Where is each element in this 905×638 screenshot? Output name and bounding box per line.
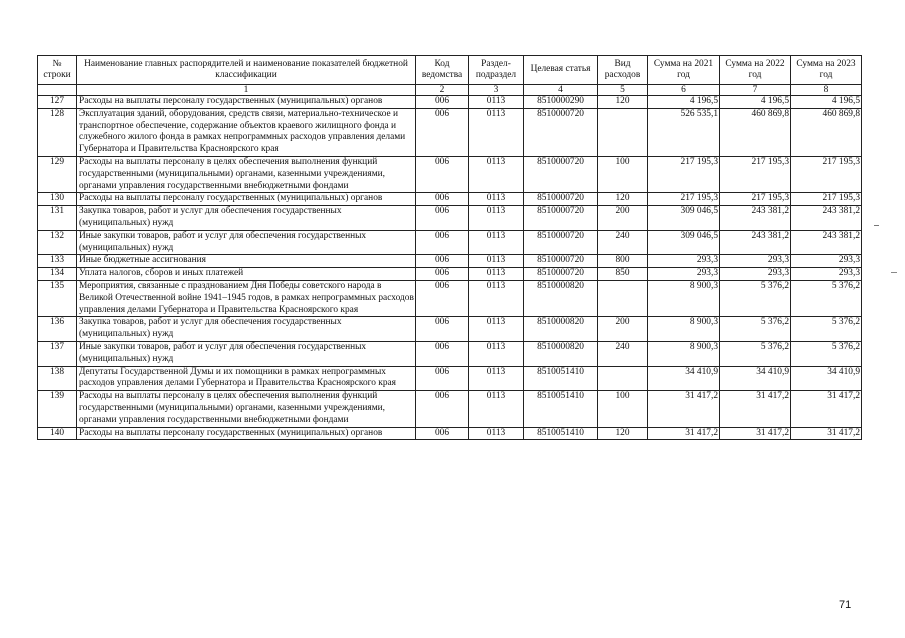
row-name: Закупка товаров, работ и услуг для обеспечения государственных (муниципальных) нужд — [77, 317, 416, 342]
column-number — [38, 85, 77, 96]
row-dept-code: 006 — [416, 193, 469, 206]
row-number: 132 — [38, 230, 77, 255]
column-number: 3 — [469, 85, 524, 96]
row-sum-2021: 8 900,3 — [648, 280, 720, 316]
row-name: Депутаты Государственной Думы и их помощники в рамках непрограммных расходов управления делами Губернатора и Правительства Красноярского края — [77, 366, 416, 391]
column-number: 1 — [77, 85, 416, 96]
header-sum-2021: Сумма на 2021 год — [648, 56, 720, 85]
column-number: 2 — [416, 85, 469, 96]
row-number: 136 — [38, 317, 77, 342]
header-expense-type: Вид расходов — [598, 56, 648, 85]
table-row — [38, 280, 862, 316]
budget-table — [37, 55, 862, 440]
table-row — [38, 268, 862, 281]
row-number: 137 — [38, 341, 77, 366]
row-expense-type: 120 — [598, 96, 648, 109]
row-sum-2022: 217 195,3 — [720, 156, 791, 192]
row-sum-2023: 217 195,3 — [791, 156, 862, 192]
row-section: 0113 — [469, 391, 524, 427]
table-row — [38, 230, 862, 255]
row-section: 0113 — [469, 193, 524, 206]
row-sum-2023: 460 869,8 — [791, 108, 862, 156]
row-sum-2021: 8 900,3 — [648, 317, 720, 342]
row-sum-2022: 31 417,2 — [720, 427, 791, 440]
row-section: 0113 — [469, 206, 524, 231]
row-name: Уплата налогов, сборов и иных платежей — [77, 268, 416, 281]
row-target: 8510000720 — [524, 193, 598, 206]
table-row — [38, 255, 862, 268]
row-expense-type: 120 — [598, 193, 648, 206]
column-number: 6 — [648, 85, 720, 96]
row-expense-type — [598, 280, 648, 316]
column-number: 7 — [720, 85, 791, 96]
row-dept-code: 006 — [416, 268, 469, 281]
row-sum-2023: 293,3 — [791, 268, 862, 281]
row-section: 0113 — [469, 268, 524, 281]
row-sum-2021: 526 535,1 — [648, 108, 720, 156]
row-expense-type: 100 — [598, 391, 648, 427]
row-expense-type: 240 — [598, 341, 648, 366]
row-sum-2023: 5 376,2 — [791, 341, 862, 366]
column-number: 8 — [791, 85, 862, 96]
row-number: 131 — [38, 206, 77, 231]
row-expense-type — [598, 108, 648, 156]
row-name: Иные бюджетные ассигнования — [77, 255, 416, 268]
row-dept-code: 006 — [416, 391, 469, 427]
table-row — [38, 366, 862, 391]
row-number: 130 — [38, 193, 77, 206]
row-name: Расходы на выплаты персоналу в целях обеспечения выполнения функций государственными (муниципальными) органами, казенными учреждениями, органами управления государственными внебюджетными фондами — [77, 156, 416, 192]
row-section: 0113 — [469, 156, 524, 192]
row-sum-2021: 309 046,5 — [648, 206, 720, 231]
row-target: 8510051410 — [524, 366, 598, 391]
row-sum-2023: 217 195,3 — [791, 193, 862, 206]
row-sum-2023: 243 381,2 — [791, 206, 862, 231]
row-sum-2021: 31 417,2 — [648, 427, 720, 440]
column-number: 5 — [598, 85, 648, 96]
row-name: Расходы на выплаты персоналу государственных (муниципальных) органов — [77, 427, 416, 440]
row-target: 8510051410 — [524, 391, 598, 427]
row-sum-2023: 293,3 — [791, 255, 862, 268]
row-section: 0113 — [469, 317, 524, 342]
row-sum-2023: 31 417,2 — [791, 391, 862, 427]
row-sum-2021: 309 046,5 — [648, 230, 720, 255]
row-target: 8510000820 — [524, 341, 598, 366]
row-sum-2021: 217 195,3 — [648, 193, 720, 206]
page-number: 71 — [839, 599, 852, 611]
row-section: 0113 — [469, 108, 524, 156]
row-dept-code: 006 — [416, 255, 469, 268]
row-target: 8510000720 — [524, 206, 598, 231]
row-dept-code: 006 — [416, 230, 469, 255]
row-target: 8510000820 — [524, 280, 598, 316]
row-name: Расходы на выплаты персоналу в целях обеспечения выполнения функций государственными (муниципальными) органами, казенными учреждениями, органами управления государственными внебюджетными фондами — [77, 391, 416, 427]
header-dept-code: Код ведомства — [416, 56, 469, 85]
row-section: 0113 — [469, 427, 524, 440]
header-target: Целевая статья — [524, 56, 598, 85]
row-sum-2022: 243 381,2 — [720, 230, 791, 255]
row-sum-2022: 5 376,2 — [720, 280, 791, 316]
row-number: 140 — [38, 427, 77, 440]
row-name: Эксплуатация зданий, оборудования, средств связи, материально-техническое и транспортное обеспечение, содержание объектов краевого жилищного фонда и служебного жилого фонда в рамках непрограммных расходов управления делами Губернатора и Правительства Красноярского края — [77, 108, 416, 156]
header-sum-2023: Сумма на 2023 год — [791, 56, 862, 85]
row-sum-2023: 31 417,2 — [791, 427, 862, 440]
row-dept-code: 006 — [416, 206, 469, 231]
margin-mark — [891, 272, 897, 273]
table-row — [38, 108, 862, 156]
row-dept-code: 006 — [416, 317, 469, 342]
table-row — [38, 96, 862, 109]
row-dept-code: 006 — [416, 156, 469, 192]
table-row — [38, 206, 862, 231]
row-name: Иные закупки товаров, работ и услуг для обеспечения государственных (муниципальных) нужд — [77, 341, 416, 366]
row-sum-2023: 4 196,5 — [791, 96, 862, 109]
row-sum-2022: 217 195,3 — [720, 193, 791, 206]
row-sum-2021: 8 900,3 — [648, 341, 720, 366]
row-section: 0113 — [469, 341, 524, 366]
row-sum-2021: 4 196,5 — [648, 96, 720, 109]
header-name: Наименование главных распорядителей и наименование показателей бюджетной классификации — [77, 56, 416, 85]
row-number: 135 — [38, 280, 77, 316]
row-sum-2021: 31 417,2 — [648, 391, 720, 427]
row-name: Иные закупки товаров, работ и услуг для обеспечения государственных (муниципальных) нужд — [77, 230, 416, 255]
header-sum-2022: Сумма на 2022 год — [720, 56, 791, 85]
row-sum-2023: 5 376,2 — [791, 280, 862, 316]
row-expense-type: 200 — [598, 206, 648, 231]
table-row — [38, 156, 862, 192]
column-number-row — [38, 85, 862, 96]
row-name: Мероприятия, связанные с празднованием Дня Победы советского народа в Великой Отечественной войне 1941–1945 годов, в рамках непрограммных расходов управления делами Губернатора и Правительства Красноярского края — [77, 280, 416, 316]
row-number: 133 — [38, 255, 77, 268]
row-number: 127 — [38, 96, 77, 109]
row-target: 8510000820 — [524, 317, 598, 342]
row-target: 8510000720 — [524, 268, 598, 281]
row-expense-type: 800 — [598, 255, 648, 268]
row-dept-code: 006 — [416, 280, 469, 316]
row-name: Закупка товаров, работ и услуг для обеспечения государственных (муниципальных) нужд — [77, 206, 416, 231]
column-number: 4 — [524, 85, 598, 96]
table-row — [38, 193, 862, 206]
row-expense-type: 100 — [598, 156, 648, 192]
row-sum-2021: 293,3 — [648, 255, 720, 268]
row-target: 8510000290 — [524, 96, 598, 109]
row-sum-2023: 5 376,2 — [791, 317, 862, 342]
row-sum-2022: 31 417,2 — [720, 391, 791, 427]
row-number: 129 — [38, 156, 77, 192]
row-section: 0113 — [469, 366, 524, 391]
header-row — [38, 56, 862, 85]
row-dept-code: 006 — [416, 427, 469, 440]
row-expense-type — [598, 366, 648, 391]
table-row — [38, 427, 862, 440]
row-target: 8510000720 — [524, 156, 598, 192]
row-sum-2022: 460 869,8 — [720, 108, 791, 156]
row-section: 0113 — [469, 230, 524, 255]
row-section: 0113 — [469, 96, 524, 109]
row-number: 139 — [38, 391, 77, 427]
row-sum-2022: 293,3 — [720, 268, 791, 281]
row-dept-code: 006 — [416, 96, 469, 109]
row-expense-type: 850 — [598, 268, 648, 281]
row-dept-code: 006 — [416, 341, 469, 366]
row-expense-type: 200 — [598, 317, 648, 342]
row-sum-2022: 4 196,5 — [720, 96, 791, 109]
row-target: 8510000720 — [524, 108, 598, 156]
table-row — [38, 317, 862, 342]
header-row-no: № строки — [38, 56, 77, 85]
row-name: Расходы на выплаты персоналу государственных (муниципальных) органов — [77, 193, 416, 206]
budget-table-sheet — [37, 55, 861, 440]
row-expense-type: 120 — [598, 427, 648, 440]
row-sum-2021: 34 410,9 — [648, 366, 720, 391]
table-row — [38, 391, 862, 427]
row-expense-type: 240 — [598, 230, 648, 255]
row-section: 0113 — [469, 280, 524, 316]
table-row — [38, 341, 862, 366]
row-name: Расходы на выплаты персоналу государственных (муниципальных) органов — [77, 96, 416, 109]
row-sum-2022: 243 381,2 — [720, 206, 791, 231]
row-sum-2021: 217 195,3 — [648, 156, 720, 192]
row-sum-2022: 34 410,9 — [720, 366, 791, 391]
row-dept-code: 006 — [416, 366, 469, 391]
row-sum-2022: 5 376,2 — [720, 317, 791, 342]
row-target: 8510051410 — [524, 427, 598, 440]
row-sum-2023: 243 381,2 — [791, 230, 862, 255]
row-sum-2023: 34 410,9 — [791, 366, 862, 391]
row-dept-code: 006 — [416, 108, 469, 156]
row-number: 134 — [38, 268, 77, 281]
row-sum-2022: 293,3 — [720, 255, 791, 268]
row-sum-2022: 5 376,2 — [720, 341, 791, 366]
margin-mark — [874, 225, 879, 226]
row-target: 8510000720 — [524, 230, 598, 255]
row-number: 128 — [38, 108, 77, 156]
row-section: 0113 — [469, 255, 524, 268]
row-target: 8510000720 — [524, 255, 598, 268]
header-section: Раздел-подраздел — [469, 56, 524, 85]
row-sum-2021: 293,3 — [648, 268, 720, 281]
row-number: 138 — [38, 366, 77, 391]
